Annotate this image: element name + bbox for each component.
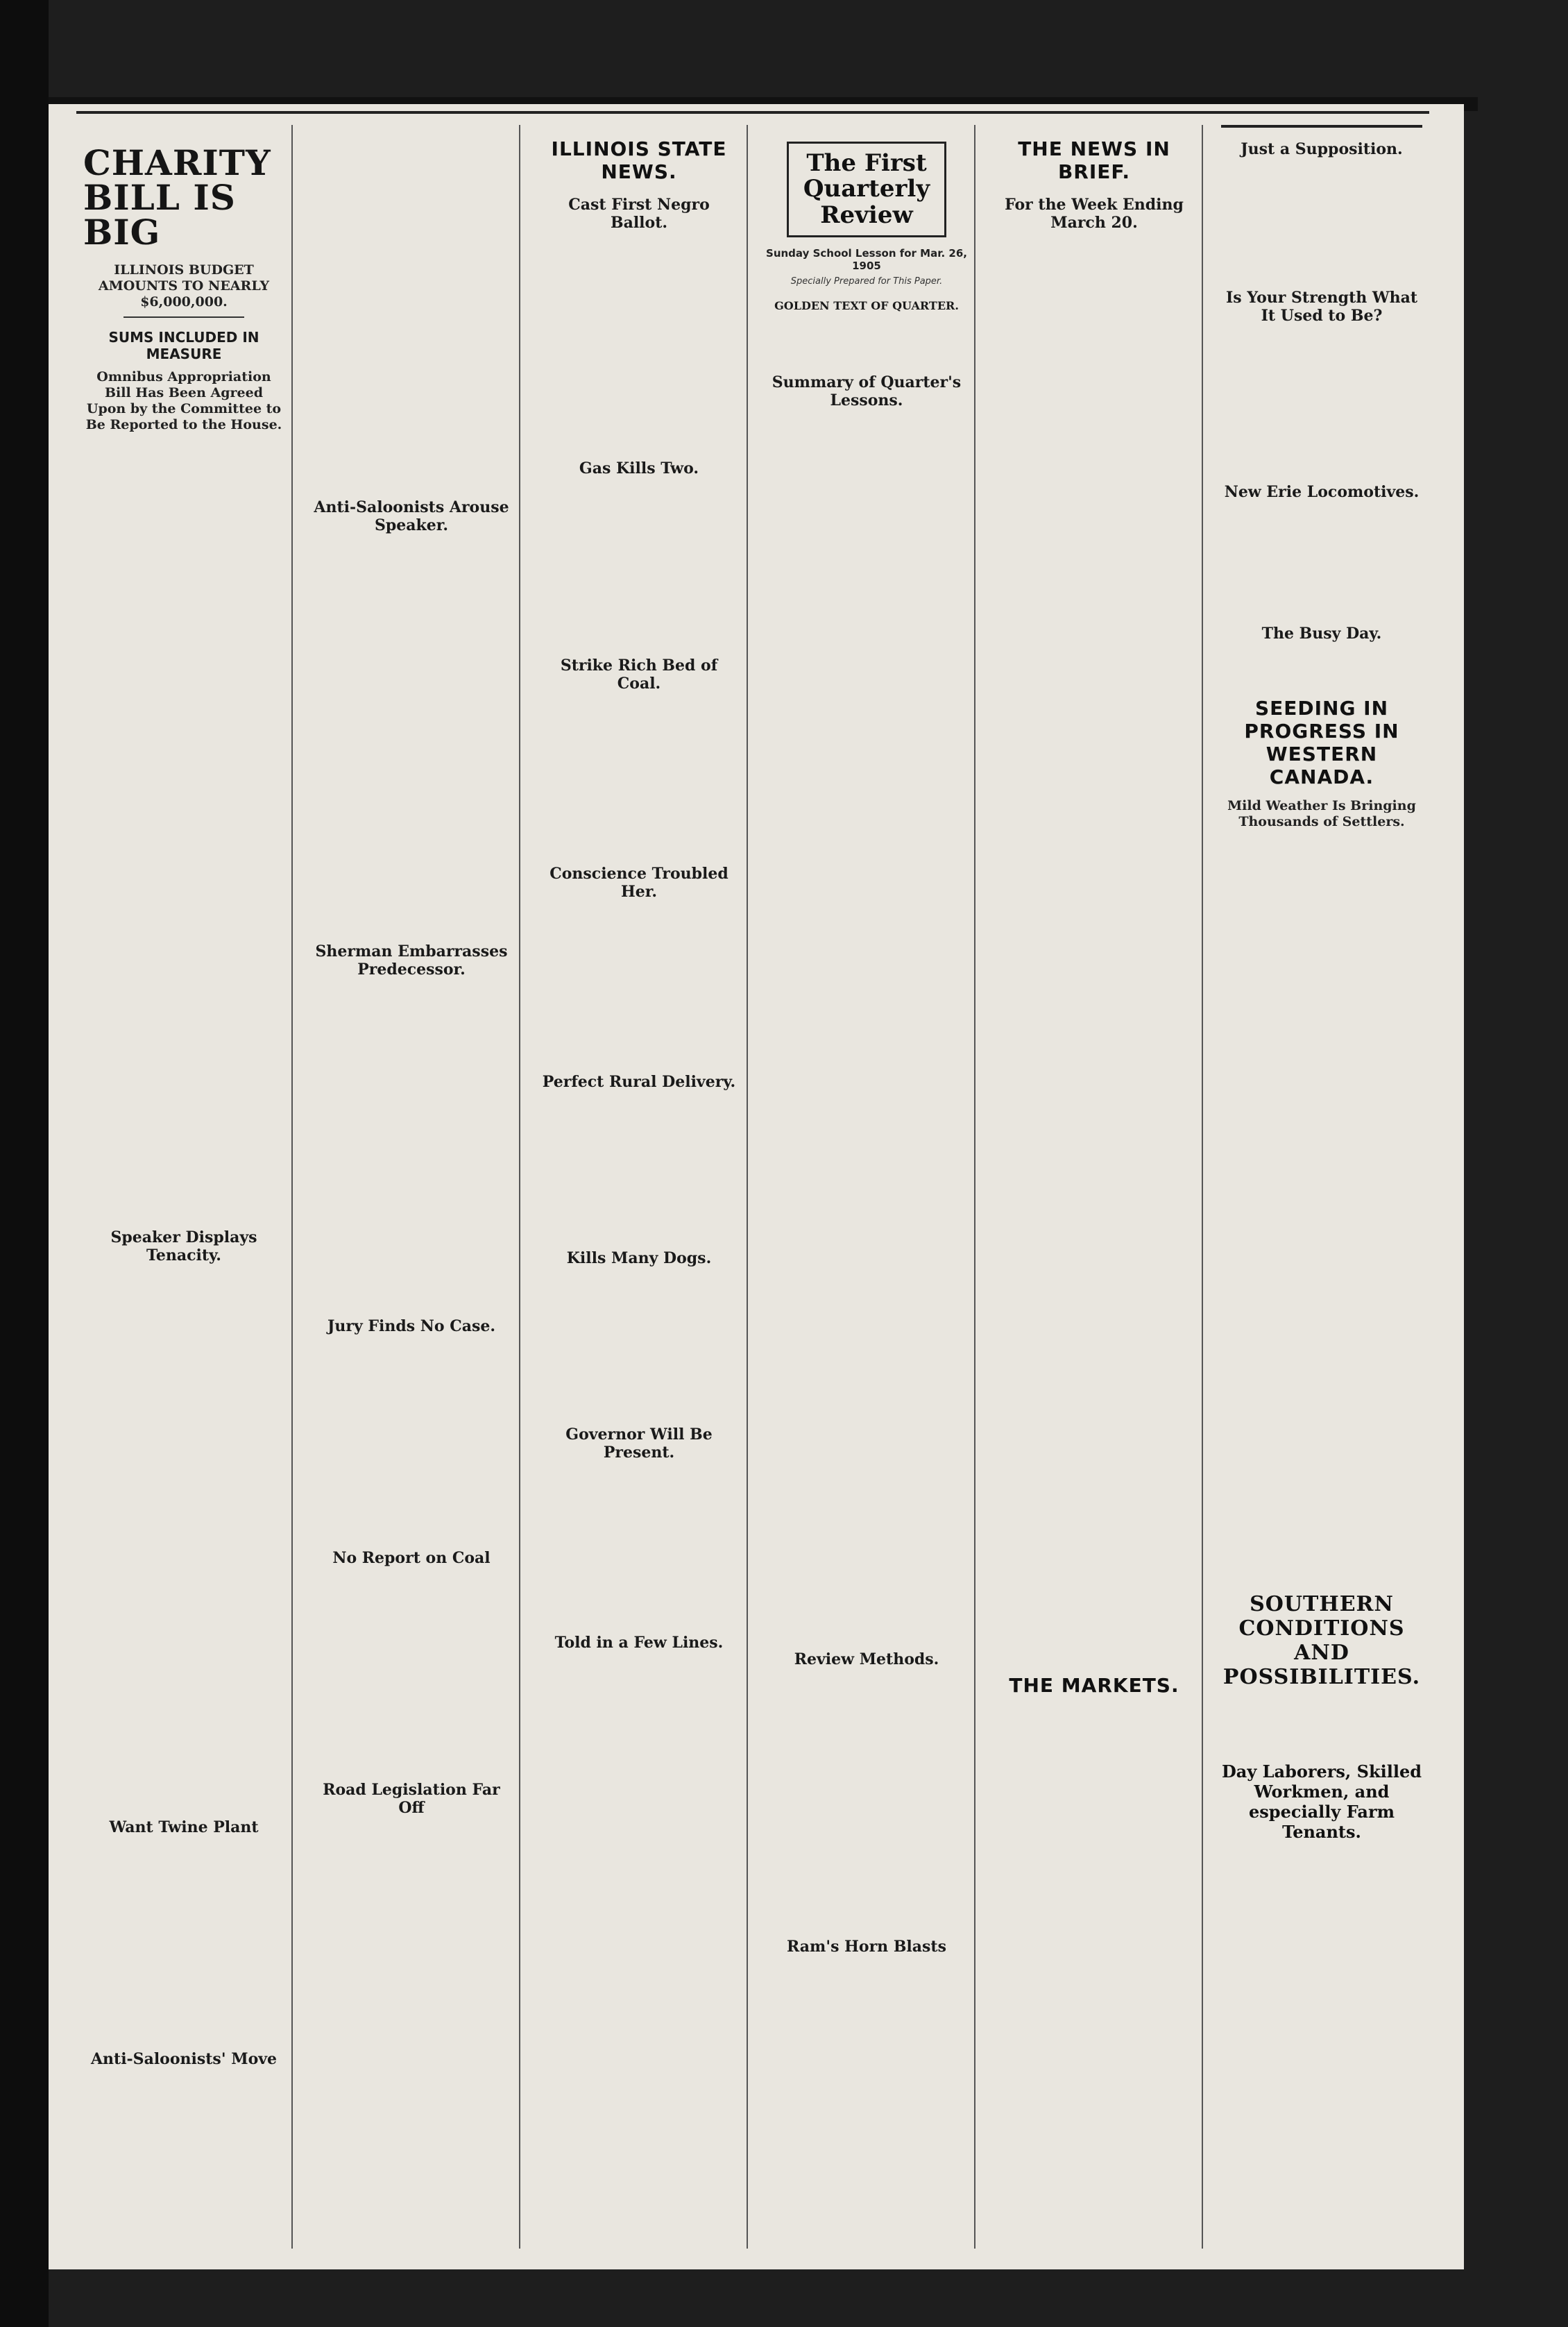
article-body: [1221, 332, 1422, 471]
column-4: [759, 125, 975, 2249]
article-body: [1221, 836, 1422, 1571]
subhead-busy-day: The Busy Day.: [1261, 625, 1382, 643]
box-subtitle: Sunday School Lesson for Mar. 26, 1905: [766, 247, 967, 273]
article-body: [311, 1574, 512, 1768]
deck-mild-weather: Mild Weather Is Bringing Thousands of Settlers.: [1227, 798, 1416, 829]
box-subtitle-note: Specially Prepared for This Paper.: [790, 276, 943, 287]
scan-border: [0, 0, 49, 2327]
article-body: [766, 1675, 967, 1925]
article-body: [83, 439, 284, 1216]
deck-sums: SUMS INCLUDED IN MEASURE: [108, 329, 259, 363]
subhead-kills-dogs: Kills Many Dogs.: [566, 1249, 712, 1267]
article-body: [83, 1843, 284, 2038]
deck-omnibus: Omnibus Appropriation Bill Has Been Agreed Upon by the Committee to Be Reported to the House.: [85, 369, 282, 432]
column-2: [304, 125, 520, 2249]
article-body: [766, 416, 967, 1638]
subhead-anti-saloonists-arouse: Anti-Saloonists Arouse Speaker.: [314, 498, 509, 534]
subhead-rams-horn: Ram's Horn Blasts: [787, 1938, 946, 1956]
article-body: [311, 541, 512, 930]
article-body: [538, 239, 740, 447]
subhead-golden-text: GOLDEN TEXT OF QUARTER.: [774, 299, 959, 313]
column-6: [1214, 125, 1429, 2249]
subhead-review-methods: Review Methods.: [794, 1650, 939, 1669]
article-body: [538, 484, 740, 644]
divider: [123, 316, 244, 318]
column-1: [76, 125, 293, 2249]
article-body: [311, 1342, 512, 1537]
article-body: [538, 1098, 740, 1237]
article-body: [83, 1271, 284, 1806]
columns: [76, 125, 1429, 2249]
article-body: [1221, 650, 1422, 677]
subhead-speaker-tenacity: Speaker Displays Tenacity.: [110, 1228, 257, 1264]
headline-charity-bill: CHARITY BILL IS BIG: [83, 142, 271, 253]
subhead-strength: Is Your Strength What It Used to Be?: [1226, 289, 1417, 325]
headline-seeding: SEEDING IN PROGRESS IN WESTERN CANADA.: [1244, 697, 1399, 788]
article-body: [1221, 508, 1422, 612]
deck-budget: ILLINOIS BUDGET AMOUNTS TO NEARLY $6,000,000.: [98, 262, 270, 310]
article-body: [766, 319, 967, 361]
quarterly-review-box: [787, 142, 946, 237]
headline-southern-conditions: SOUTHERN CONDITIONS AND POSSIBILITIES.: [1222, 1591, 1421, 1689]
masthead-rule: [76, 111, 1429, 114]
article-body: [538, 908, 740, 1060]
column-5: [987, 125, 1203, 2249]
deck-day-laborers: Day Laborers, Skilled Workmen, and especially Farm Tenants.: [1221, 1761, 1422, 1842]
column-rule: [1221, 125, 1422, 128]
subhead-supposition: Just a Supposition.: [1241, 140, 1403, 158]
box-title: The First Quarterly Review: [803, 149, 930, 229]
subhead-coal-bed: Strike Rich Bed of Coal.: [560, 657, 718, 693]
subhead-gas-kills: Gas Kills Two.: [579, 459, 699, 477]
column-3: [531, 125, 748, 2249]
headline-state-news: ILLINOIS STATE NEWS.: [551, 137, 727, 183]
subhead-coal-report: No Report on Coal: [332, 1549, 491, 1567]
article-body: [311, 125, 512, 486]
subhead-twine-plant: Want Twine Plant: [109, 1818, 259, 1836]
subhead-erie-locomotives: New Erie Locomotives.: [1224, 483, 1420, 501]
article-body: [311, 985, 512, 1305]
headline-news-in-brief: THE NEWS IN BRIEF.: [1018, 137, 1170, 183]
subhead-jury: Jury Finds No Case.: [327, 1317, 496, 1335]
article-body: [994, 239, 1195, 1655]
subhead-negro-ballot: Cast First Negro Ballot.: [568, 196, 710, 232]
article-body: [1221, 1692, 1422, 1761]
subhead-anti-saloonists-move: Anti-Saloonists' Move: [90, 2049, 278, 2068]
subhead-week-ending: For the Week Ending March 20.: [1005, 196, 1184, 232]
article-body: [538, 1469, 740, 1621]
subhead-summary: Summary of Quarter's Lessons.: [772, 373, 962, 410]
subhead-few-lines: Told in a Few Lines.: [554, 1634, 724, 1652]
article-body: [538, 1274, 740, 1413]
subhead-road-legislation: Road Legislation Far Off: [323, 1781, 500, 1817]
headline-markets: THE MARKETS.: [1009, 1674, 1179, 1697]
subhead-conscience: Conscience Troubled Her.: [549, 865, 728, 901]
subhead-sherman: Sherman Embarrasses Predecessor.: [315, 942, 508, 979]
article-body: [1221, 165, 1422, 276]
subhead-governor: Governor Will Be Present.: [565, 1425, 713, 1462]
article-body: [538, 700, 740, 852]
subhead-rural-delivery: Perfect Rural Delivery.: [542, 1073, 736, 1091]
